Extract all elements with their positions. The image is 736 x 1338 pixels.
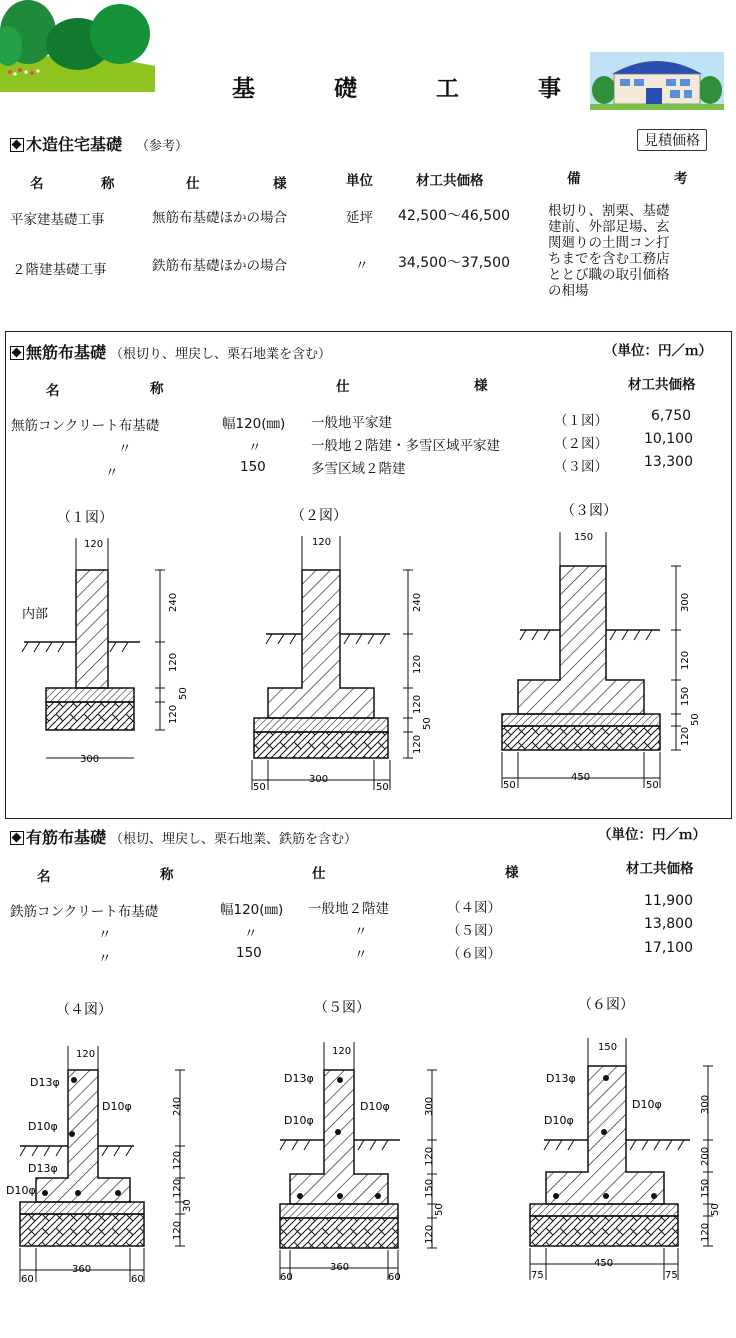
fig4-rebar-d10c: D10φ (6, 1184, 36, 1197)
hills-illustration (0, 0, 160, 92)
fig1-label: （１図） (57, 510, 113, 526)
s2-header-spec-b: 様 (474, 378, 488, 394)
fig4-rebar-d13a: D13φ (30, 1076, 60, 1089)
fig4-dim-top: 120 (76, 1049, 96, 1060)
fig6-dim-h1: 300 (700, 1094, 711, 1114)
fig6-rebar-d10b: D10φ (544, 1114, 574, 1127)
fig1-dim-base: 300 (80, 754, 100, 765)
fig2-dim-left: 50 (253, 782, 266, 793)
s3-row2-spec: 〃 (354, 924, 368, 940)
s2-header-name-a: 名 (46, 383, 60, 399)
s3-row1-name: 鉄筋コンクリート布基礎 (10, 904, 159, 920)
s2-row3-price: 13,300 (644, 454, 693, 470)
s2-row3-spec: 多雪区域２階建 (311, 461, 406, 477)
fig5-dim-h1: 300 (424, 1096, 435, 1116)
s3-row3-width: 150 (236, 945, 262, 961)
s2-row3-name: 〃 (105, 465, 119, 481)
s2-row2-price: 10,100 (644, 431, 693, 447)
fig3-dim-top: 150 (574, 532, 594, 543)
s3-row1-fig: （４図） (447, 900, 501, 916)
fig6-dim-base: 450 (594, 1258, 614, 1269)
fig1-dim-top: 120 (84, 539, 104, 550)
fig3-dim-h5: 120 (680, 726, 691, 746)
section3-heading: 有筋布基礎 （根切、埋戻し、栗石地業、鉄筋を含む） (10, 825, 357, 848)
fig2-label: （２図） (291, 508, 347, 524)
fig5-dim-base: 360 (330, 1262, 350, 1273)
fig5-rebar-d10a: D10φ (360, 1100, 390, 1113)
s2-row2-spec: 一般地２階建・多雪区域平家建 (311, 438, 500, 454)
header-unit: 単位 (346, 173, 373, 189)
s3-row1-width: 幅120(㎜) (220, 902, 284, 918)
row2-spec: 鉄筋布基礎ほかの場合 (152, 258, 287, 274)
section2-figures (0, 490, 736, 815)
estimate-price-button[interactable]: 見積価格 (637, 129, 707, 151)
fig6-dim-right: 75 (665, 1270, 678, 1281)
s2-row2-fig: （２図） (554, 436, 608, 452)
section3-unit-label: （単位：円／ｍ） (598, 827, 706, 843)
building-illustration (590, 52, 724, 110)
fig3-dim-h4: 50 (690, 713, 701, 726)
s2-row2-name: 〃 (118, 441, 132, 457)
fig4-label: （４図） (56, 1002, 112, 1018)
fig2-dim-h2: 120 (412, 654, 423, 674)
header-price: 材工共価格 (416, 173, 484, 189)
row1-spec: 無筋布基礎ほかの場合 (152, 210, 287, 226)
fig1-dim-h3: 50 (178, 687, 189, 700)
header-name-a: 名 (30, 176, 44, 192)
s3-row3-fig: （６図） (447, 946, 501, 962)
section1-remarks: 根切り、割栗、基礎 建前、外部足場、玄 関廻りの土間コン打 ちまでを含む工務店 ととび職の取引価格 の相場 (548, 203, 670, 299)
fig6-rebar-d10a: D10φ (632, 1098, 662, 1111)
header-spec-a: 仕 (186, 176, 200, 192)
fig5-rebar-d13a: D13φ (284, 1072, 314, 1085)
header-remarks-b: 考 (674, 171, 688, 187)
fig3-dim-h1: 300 (680, 592, 691, 612)
fig6-dim-h3: 150 (700, 1178, 711, 1198)
row1-unit: 延坪 (346, 210, 373, 226)
row2-unit: 〃 (355, 258, 369, 274)
section1-heading: 木造住宅基礎 （参考） (10, 132, 188, 155)
diamond-bullet-icon (10, 831, 24, 845)
fig4-dim-h3: 120 (172, 1178, 183, 1198)
s2-row1-spec: 一般地平家建 (311, 415, 392, 431)
header-remarks-a: 備 (567, 171, 581, 187)
fig4-rebar-d10b: D10φ (28, 1120, 58, 1133)
s3-row3-name: 〃 (98, 951, 112, 967)
fig3-label: （３図） (561, 503, 617, 519)
s3-row2-width: 〃 (244, 926, 258, 942)
s3-row3-spec: 〃 (354, 947, 368, 963)
page-title: 基 礎 工 事 (232, 75, 589, 102)
row1-price: 42,500〜46,500 (398, 208, 510, 224)
fig4-dim-base: 360 (72, 1264, 92, 1275)
s3-header-name-b: 称 (160, 867, 174, 883)
s2-header-spec-a: 仕 (336, 379, 350, 395)
fig6-dim-top: 150 (598, 1042, 618, 1053)
fig2-dim-h3: 120 (412, 694, 423, 714)
fig3-dim-h3: 150 (680, 686, 691, 706)
header-name-b: 称 (101, 176, 115, 192)
s3-row3-price: 17,100 (644, 940, 693, 956)
fig6-rebar-d13a: D13φ (546, 1072, 576, 1085)
fig3-dim-right: 50 (646, 780, 659, 791)
fig1-dim-h4: 120 (168, 704, 179, 724)
fig2-dim-base: 300 (309, 774, 329, 785)
row2-name: ２階建基礎工事 (12, 262, 107, 278)
fig6-label: （６図） (578, 997, 634, 1013)
fig5-label: （５図） (314, 1000, 370, 1016)
fig4-dim-left: 60 (21, 1274, 34, 1285)
s3-header-price: 材工共価格 (626, 861, 694, 877)
s2-row1-name: 無筋コンクリート布基礎 (11, 418, 160, 434)
fig2-dim-h1: 240 (412, 592, 423, 612)
fig6-dim-left: 75 (531, 1270, 544, 1281)
fig3-dim-base: 450 (571, 772, 591, 783)
fig6-dim-h2: 200 (700, 1146, 711, 1166)
s3-header-spec-b: 様 (505, 865, 519, 881)
s2-row1-fig: （１図） (554, 413, 608, 429)
fig5-dim-h3: 150 (424, 1178, 435, 1198)
s3-row2-price: 13,800 (644, 916, 693, 932)
fig4-dim-h1: 240 (172, 1096, 183, 1116)
fig6-dim-h4: 50 (710, 1203, 721, 1216)
fig5-rebar-d10b: D10φ (284, 1114, 314, 1127)
s2-row3-fig: （３図） (554, 459, 608, 475)
fig2-dim-h5: 120 (412, 734, 423, 754)
diamond-bullet-icon (10, 346, 24, 360)
fig5-dim-h5: 120 (424, 1224, 435, 1244)
fig2-dim-h4: 50 (422, 717, 433, 730)
fig6-dim-h5: 120 (700, 1222, 711, 1242)
s2-row3-width: 150 (240, 459, 266, 475)
fig5-dim-h2: 120 (424, 1146, 435, 1166)
fig1-dim-h1: 240 (168, 592, 179, 612)
fig3-dim-h2: 120 (680, 650, 691, 670)
fig1-interior-label: 内部 (22, 607, 49, 622)
fig1-dim-h2: 120 (168, 652, 179, 672)
fig4-rebar-d10a: D10φ (102, 1100, 132, 1113)
fig5-dim-h4: 50 (434, 1203, 445, 1216)
fig4-dim-right: 60 (131, 1274, 144, 1285)
row2-price: 34,500〜37,500 (398, 255, 510, 271)
fig4-dim-h5: 120 (172, 1220, 183, 1240)
s3-header-spec-a: 仕 (312, 866, 326, 882)
section2-heading: 無筋布基礎 （根切り、埋戻し、栗石地業を含む） (10, 340, 331, 363)
fig4-dim-h2: 120 (172, 1150, 183, 1170)
fig2-dim-top: 120 (312, 537, 332, 548)
section3-figures (0, 990, 736, 1330)
s3-row1-price: 11,900 (644, 893, 693, 909)
s3-row1-spec: 一般地２階建 (308, 901, 389, 917)
fig4-dim-h4: 30 (182, 1199, 193, 1212)
s2-header-price: 材工共価格 (628, 377, 696, 393)
diamond-bullet-icon (10, 138, 24, 152)
fig2-dim-right: 50 (376, 782, 389, 793)
header-spec-b: 様 (273, 176, 287, 192)
row1-name: 平家建基礎工事 (10, 212, 105, 228)
s2-row2-width: 〃 (248, 440, 262, 456)
fig5-dim-top: 120 (332, 1046, 352, 1057)
s3-row2-name: 〃 (98, 927, 112, 943)
section2-unit-label: （単位：円／ｍ） (604, 343, 712, 359)
s2-header-name-b: 称 (150, 381, 164, 397)
s2-row1-width: 幅120(㎜) (222, 416, 286, 432)
s3-row2-fig: （５図） (447, 923, 501, 939)
s2-row1-price: 6,750 (651, 408, 692, 424)
fig4-rebar-d13b: D13φ (28, 1162, 58, 1175)
fig3-dim-left: 50 (503, 780, 516, 791)
s3-header-name-a: 名 (37, 869, 51, 885)
fig5-dim-right: 60 (388, 1272, 401, 1283)
fig5-dim-left: 60 (280, 1272, 293, 1283)
